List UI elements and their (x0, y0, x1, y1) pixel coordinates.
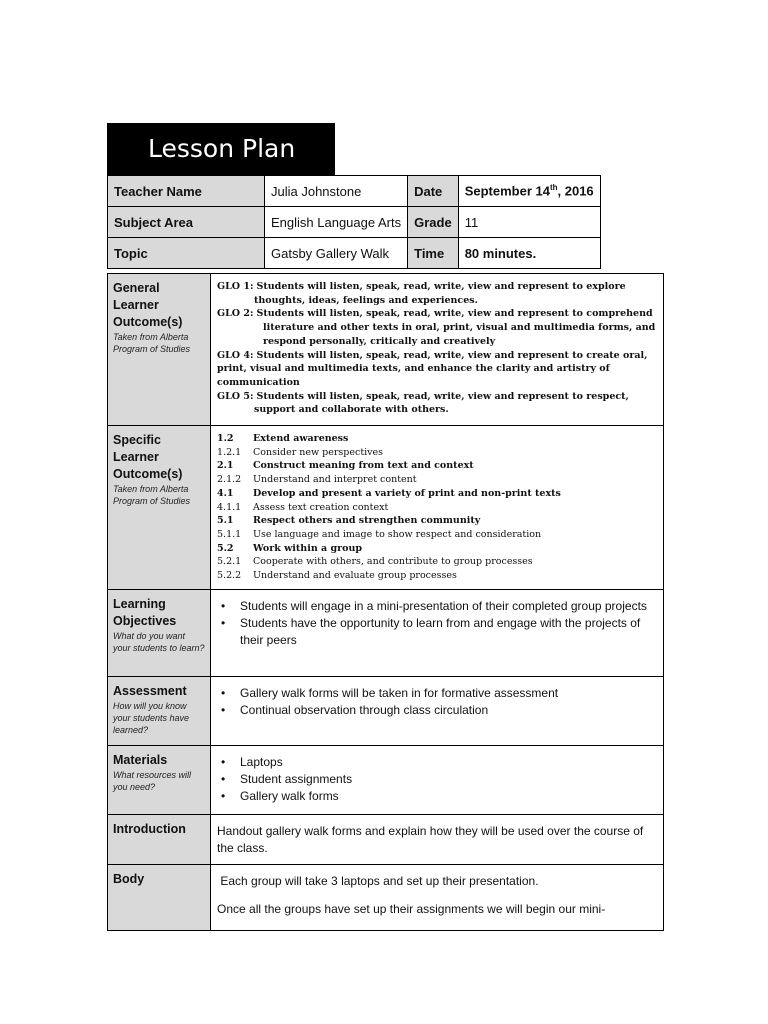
glo-item: GLO 4: Students will listen, speak, read, write, view and represent to create oral, print, visual and multimedia texts, and enhance the clarity and artistry of communication (217, 349, 648, 388)
time-label: Time (408, 238, 459, 269)
objectives-content (211, 590, 664, 677)
slo-item: 4.1.1 Assess text creation context (217, 501, 389, 513)
materials-header-cell (108, 746, 211, 815)
grade-label: Grade (408, 207, 459, 238)
slo-content (211, 426, 664, 590)
assessment-note: How will you know your students have learned? (113, 701, 190, 735)
glo-note: Taken from Alberta Program of Studies (113, 332, 191, 354)
teacher-name-value: Julia Johnstone (265, 176, 408, 207)
slo-item: 4.1 Develop and present a variety of print and non-print texts (217, 487, 561, 499)
topic-value: Gatsby Gallery Walk (265, 238, 408, 269)
time-value: 80 minutes. (458, 238, 600, 269)
glo-content (211, 274, 664, 426)
subject-area-label: Subject Area (108, 207, 265, 238)
subject-area-value: English Language Arts (265, 207, 408, 238)
teacher-name-label: Teacher Name (108, 176, 265, 207)
list-item: • Gallery walk forms (217, 788, 657, 805)
objectives-note: What do you want your students to learn? (113, 631, 205, 653)
glo-item: GLO 1: Students will listen, speak, read, write, view and represent to explore thoughts, ideas, feelings and experiences. (217, 281, 626, 306)
topic-label: Topic (108, 238, 265, 269)
introduction-content: Handout gallery walk forms and explain how they will be used over the course of the class. (211, 815, 664, 865)
objectives-header-cell (108, 590, 211, 677)
lesson-details-table (107, 273, 664, 931)
lesson-plan-title: Lesson Plan (107, 123, 335, 175)
glo-item: GLO 2: Students will listen, speak, read, write, view and represent to comprehend literature and other texts in oral, print, visual and multimedia forms, and respond personally, critically and creatively (217, 308, 656, 347)
list-item: • Gallery walk forms will be taken in for formative assessment (217, 685, 657, 702)
body-paragraph: Each group will take 3 laptops and set up their presentation. (217, 874, 539, 888)
grade-value: 11 (458, 207, 600, 238)
glo-title: General Learner Outcome(s) (113, 281, 183, 329)
slo-item: 2.1 Construct meaning from text and context (217, 460, 474, 472)
body-paragraph: Once all the groups have set up their assignments we will begin our mini- (217, 902, 606, 916)
slo-item: 5.2 Work within a group (217, 542, 363, 554)
assessment-title: Assessment (113, 684, 187, 698)
list-item: • Students have the opportunity to learn from and engage with the projects of their peers (217, 615, 657, 649)
body-content (211, 865, 664, 931)
assessment-content (211, 677, 664, 746)
lesson-header-table (107, 175, 601, 269)
slo-item: 1.2.1 Consider new perspectives (217, 446, 384, 458)
list-item: • Continual observation through class circulation (217, 702, 657, 719)
objectives-title: Learning Objectives (113, 597, 177, 628)
slo-item: 5.2.1 Cooperate with others, and contribute to group processes (217, 556, 533, 568)
materials-note: What resources will you need? (113, 770, 192, 792)
glo-item: GLO 5: Students will listen, speak, read, write, view and represent to respect, support and collaborate with others. (217, 390, 629, 416)
slo-item: 2.1.2 Understand and interpret content (217, 474, 417, 486)
body-title: Body (113, 872, 145, 886)
slo-item: 5.1.1 Use language and image to show respect and consideration (217, 528, 542, 540)
materials-content (211, 746, 664, 815)
glo-header-cell (108, 274, 211, 426)
date-label: Date (408, 176, 459, 207)
date-value: September 14th, 2016 (458, 176, 600, 207)
introduction-header-cell (108, 815, 211, 865)
materials-title: Materials (113, 753, 168, 767)
list-item: • Student assignments (217, 771, 657, 788)
slo-title: Specific Learner Outcome(s) (113, 433, 183, 481)
slo-item: 5.2.2 Understand and evaluate group processes (217, 570, 457, 582)
body-header-cell (108, 865, 211, 931)
slo-item: 1.2 Extend awareness (217, 433, 349, 444)
assessment-header-cell (108, 677, 211, 746)
list-item: • Laptops (217, 754, 657, 771)
slo-header-cell (108, 426, 211, 590)
slo-item: 5.1 Respect others and strengthen community (217, 515, 481, 527)
list-item: • Students will engage in a mini-presentation of their completed group projects (217, 598, 657, 615)
introduction-title: Introduction (113, 822, 186, 836)
slo-note: Taken from Alberta Program of Studies (113, 484, 191, 506)
